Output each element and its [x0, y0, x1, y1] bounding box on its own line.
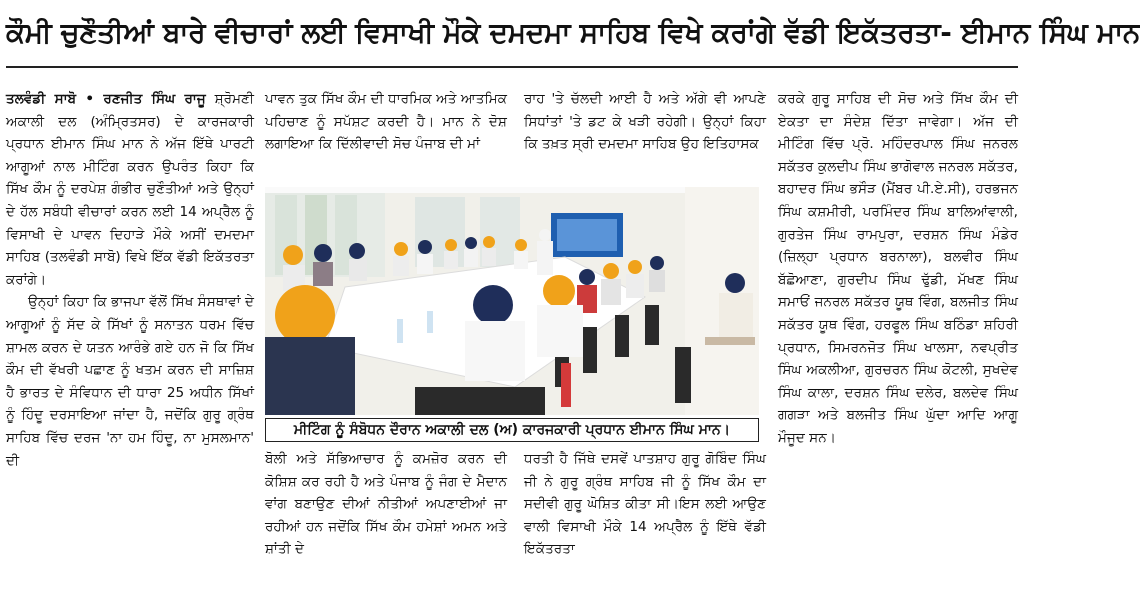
- col4-text: ਕਰਕੇ ਗੁਰੂ ਸਾਹਿਬ ਦੀ ਸੋਚ ਅਤੇ ਸਿੱਖ ਕੌਮ ਦੀ ਏਕਤਾ ਦਾ ਸੰਦੇਸ਼ ਦਿੱਤਾ ਜਾਵੇਗਾ। ਅੱਜ ਦੀ ਮੀਟਿੰਗ ਵਿੱਚ ਪ੍ਰੋ. ਮਹਿੰਦਰਪਾਲ ਸਿੰਘ ਜਨਰਲ ਸਕੱਤਰ ਕੁਲਦੀਪ ਸਿੰਘ ਭਾਗੋਵਾਲ ਜਨਰਲ ਸਕੱਤਰ, ਬਹਾਦਰ ਸਿੰਘ ਭਸੌੜ (ਮੈਂਬਰ ਪੀ.ਏ.ਸੀ), ਹਰਭਜਨ ਸਿੰਘ ਕਸ਼ਮੀਰੀ, ਪਰਮਿੰਦਰ ਸਿੰਘ ਬਾਲਿਆਂਵਾਲੀ, ਗੁਰਤੇਜ ਸਿੰਘ ਰਾਮਪੁਰਾ, ਦਰਸ਼ਨ ਸਿੰਘ ਮੰਡੇਰ (ਜ਼ਿਲ੍ਹਾ ਪ੍ਰਧਾਨ ਬਰਨਾਲਾ), ਬਲਵੀਰ ਸਿੰਘ ਬੱਛੋਆਣਾ, ਗੁਰਦੀਪ ਸਿੰਘ ਢੁੱਡੀ, ਮੱਖਣ ਸਿੰਘ ਸਮਾਓਂ ਜਨਰਲ ਸਕੱਤਰ ਯੂਥ ਵਿੰਗ, ਬਲਜੀਤ ਸਿੰਘ ਸਕੱਤਰ ਯੂਥ ਵਿੰਗ, ਹਰਫੂਲ ਸਿੰਘ ਬਠਿੰਡਾ ਸ਼ਹਿਰੀ ਪ੍ਰਧਾਨ, ਸਿਮਰਨਜੋਤ ਸਿੰਘ ਖਾਲਸਾ, ਨਵਪ੍ਰੀਤ ਸਿੰਘ ਅਕਲੀਆ, ਗੁਰਚਰਨ ਸਿੰਘ ਕੋਟਲੀ, ਸੁਖਦੇਵ ਸਿੰਘ ਕਾਲਾ, ਦਰਸ਼ਨ ਸਿੰਘ ਦਲੇਰ, ਬਲਦੇਵ ਸਿੰਘ ਗਗੜਾ ਅਤੇ ਬਲਜੀਤ ਸਿੰਘ ਘੁੱਦਾ ਆਦਿ ਆਗੂ ਮੌਜੂਦ ਸਨ।: [778, 91, 1018, 446]
- col1-paragraph-1: ਸ਼੍ਰੋਮਣੀ ਅਕਾਲੀ ਦਲ (ਅੰਮ੍ਰਿਤਸਰ) ਦੇ ਕਾਰਜਕਾਰੀ ਪ੍ਰਧਾਨ ਈਮਾਨ ਸਿੰਘ ਮਾਨ ਨੇ ਅੱਜ ਇੱਥੇ ਪਾਰਟੀ ਆਗੂਆਂ ਨਾਲ ਮੀਟਿੰਗ ਕਰਨ ਉਪਰੰਤ ਕਿਹਾ ਕਿ ਸਿੱਖ ਕੌਮ ਨੂੰ ਦਰਪੇਸ਼ ਗੰਭੀਰ ਚੁਣੌਤੀਆਂ ਅਤੇ ਉਨ੍ਹਾਂ ਦੇ ਹੱਲ ਸਬੰਧੀ ਵੀਚਾਰਾਂ ਕਰਨ ਲਈ 14 ਅਪ੍ਰੈਲ ਨੂੰ ਵਿਸਾਖੀ ਦੇ ਪਾਵਨ ਦਿਹਾੜੇ ਮੌਕੇ ਅਸੀਂ ਦਮਦਮਾ ਸਾਹਿਬ (ਤਲਵੰਡੀ ਸਾਬੋ) ਵਿਖੇ ਇੱਕ ਵੱਡੀ ਇਕੱਤਰਤਾ ਕਰਾਂਗੇ।: [6, 91, 254, 288]
- column-3-top: [524, 88, 766, 184]
- photo-caption: ਮੀਟਿੰਗ ਨੂੰ ਸੰਬੋਧਨ ਦੌਰਾਨ ਅਕਾਲੀ ਦਲ (ਅ) ਕਾਰਜਕਾਰੀ ਪ੍ਰਧਾਨ ਈਮਾਨ ਸਿੰਘ ਮਾਨ।: [265, 418, 759, 442]
- column-2-top: [265, 88, 507, 184]
- column-2-bottom: [265, 448, 507, 610]
- headline-rule: [6, 66, 1018, 68]
- meeting-photo: [265, 187, 759, 415]
- column-3-bottom: [524, 448, 766, 610]
- col3-bottom-text: ਧਰਤੀ ਹੈ ਜਿੱਥੇ ਦਸਵੇਂ ਪਾਤਸ਼ਾਹ ਗੁਰੂ ਗੋਬਿੰਦ ਸਿੰਘ ਜੀ ਨੇ ਗੁਰੂ ਗ੍ਰੰਥ ਸਾਹਿਬ ਜੀ ਨੂੰ ਸਿੱਖ ਕੌਮ ਦਾ ਸਦੀਵੀ ਗੁਰੂ ਘੋਸ਼ਿਤ ਕੀਤਾ ਸੀ।ਇਸ ਲਈ ਆਉਣ ਵਾਲੀ ਵਿਸਾਖੀ ਮੌਕੇ 14 ਅਪ੍ਰੈਲ ਨੂੰ ਇੱਥੇ ਵੱਡੀ ਇਕੱਤਰਤਾ: [524, 451, 766, 558]
- col2-top-text: ਪਾਵਨ ਤੁਕ ਸਿੱਖ ਕੌਮ ਦੀ ਧਾਰਮਿਕ ਅਤੇ ਆਤਮਿਕ ਪਹਿਚਾਣ ਨੂੰ ਸਪੱਸ਼ਟ ਕਰਦੀ ਹੈ। ਮਾਨ ਨੇ ਦੋਸ਼ ਲਗਾਇਆ ਕਿ ਦਿੱਲੀਵਾਦੀ ਸੋਚ ਪੰਜਾਬ ਦੀ ਮਾਂ: [265, 91, 507, 153]
- headline: ਕੌਮੀ ਚੁਣੌਤੀਆਂ ਬਾਰੇ ਵੀਚਾਰਾਂ ਲਈ ਵਿਸਾਖੀ ਮੌਕੇ ਦਮਦਮਾ ਸਾਹਿਬ ਵਿਖੇ ਕਰਾਂਗੇ ਵੱਡੀ ਇਕੱਤਰਤਾ- ਈਮਾਨ ਸਿੰਘ ਮਾਨ: [6, 16, 1140, 49]
- col3-top-text: ਰਾਹ 'ਤੇ ਚੱਲਦੀ ਆਈ ਹੈ ਅਤੇ ਅੱਗੇ ਵੀ ਆਪਣੇ ਸਿਧਾਂਤਾਂ 'ਤੇ ਡਟ ਕੇ ਖੜੀ ਰਹੇਗੀ। ਉਨ੍ਹਾਂ ਕਿਹਾ ਕਿ ਤਖ਼ਤ ਸ੍ਰੀ ਦਮਦਮਾ ਸਾਹਿਬ ਉਹ ਇਤਿਹਾਸਕ: [524, 91, 766, 153]
- column-4: [778, 88, 1018, 610]
- byline: ਤਲਵੰਡੀ ਸਾਬੋ • ਰਣਜੀਤ ਸਿੰਘ ਰਾਜੂ: [6, 91, 206, 107]
- col2-bottom-text: ਬੋਲੀ ਅਤੇ ਸੱਭਿਆਚਾਰ ਨੂੰ ਕਮਜ਼ੋਰ ਕਰਨ ਦੀ ਕੋਸ਼ਿਸ਼ ਕਰ ਰਹੀ ਹੈ ਅਤੇ ਪੰਜਾਬ ਨੂੰ ਜੰਗ ਦੇ ਮੈਦਾਨ ਵਾਂਗ ਬਣਾਉਣ ਦੀਆਂ ਨੀਤੀਆਂ ਅਪਣਾਈਆਂ ਜਾ ਰਹੀਆਂ ਹਨ ਜਦੋਂਕਿ ਸਿੱਖ ਕੌਮ ਹਮੇਸ਼ਾਂ ਅਮਨ ਅਤੇ ਸ਼ਾਂਤੀ ਦੇ: [265, 451, 507, 558]
- column-1: [6, 88, 254, 610]
- col1-paragraph-2: ਉਨ੍ਹਾਂ ਕਿਹਾ ਕਿ ਭਾਜਪਾ ਵੱਲੋਂ ਸਿੱਖ ਸੰਸਥਾਵਾਂ ਦੇ ਆਗੂਆਂ ਨੂੰ ਸੱਦ ਕੇ ਸਿੱਖਾਂ ਨੂੰ ਸਨਾਤਨ ਧਰਮ ਵਿੱਚ ਸ਼ਾਮਲ ਕਰਨ ਦੇ ਯਤਨ ਆਰੰਭੇ ਗਏ ਹਨ ਜੋ ਕਿ ਸਿੱਖ ਕੌਮ ਦੀ ਵੱਖਰੀ ਪਛਾਣ ਨੂੰ ਖਤਮ ਕਰਨ ਦੀ ਸਾਜ਼ਿਸ਼ ਹੈ ਭਾਰਤ ਦੇ ਸੰਵਿਧਾਨ ਦੀ ਧਾਰਾ 25 ਅਧੀਨ ਸਿੱਖਾਂ ਨੂੰ ਹਿੰਦੂ ਦਰਸਾਇਆ ਜਾਂਦਾ ਹੈ, ਜਦੋਂਕਿ ਗੁਰੂ ਗ੍ਰੰਥ ਸਾਹਿਬ ਵਿੱਚ ਦਰਜ 'ਨਾ ਹਮ ਹਿੰਦੂ, ਨਾ ਮੁਸਲਮਾਨ' ਦੀ: [6, 294, 254, 469]
